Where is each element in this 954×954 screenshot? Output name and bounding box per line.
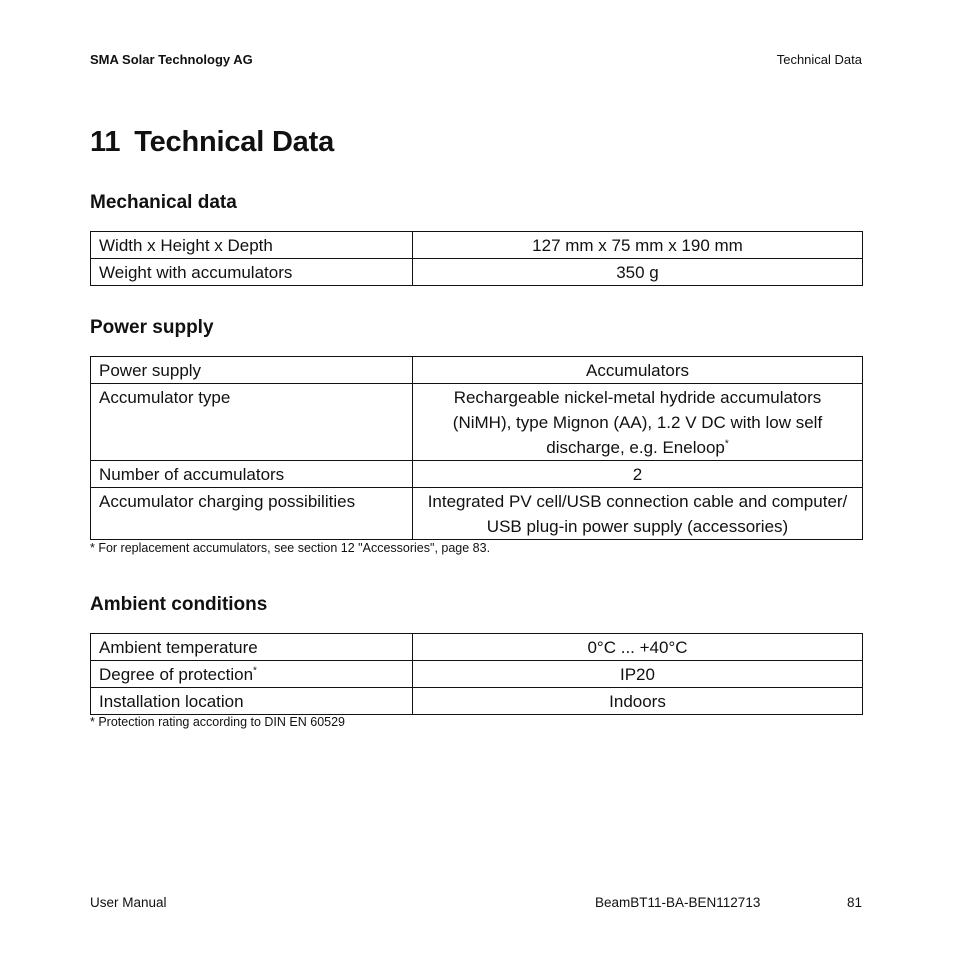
row-label: Ambient temperature [91,634,413,661]
mechanical-heading: Mechanical data [90,192,237,213]
chapter-title [90,126,334,159]
power-heading: Power supply [90,317,214,338]
row-label: Width x Height x Depth [91,232,413,259]
footnote-mark: * [724,438,729,450]
row-value: Indoors [413,688,863,715]
row-value: IP20 [413,661,863,688]
row-value: Accumulators [413,357,863,384]
row-label: Installation location [91,688,413,715]
mechanical-table [90,231,863,286]
table-row [91,232,863,259]
power-footnote: * For replacement accumulators, see section 12 "Accessories", page 83. [90,541,491,555]
table-row [91,259,863,286]
row-value: 127 mm x 75 mm x 190 mm [413,232,863,259]
row-value: 2 [413,461,863,488]
value-line: Rechargeable nickel-metal hydride accumulators [453,388,822,407]
footnote-mark: * [253,665,257,677]
value-line: Integrated PV cell/USB connection cable and computer/ [427,492,848,511]
chapter-number: 11 [90,126,121,158]
ambient-table [90,633,863,715]
row-label: Power supply [91,357,413,384]
table-row [91,634,863,661]
chapter-title-text: Technical Data [134,126,334,158]
row-value [413,488,863,540]
label-text: Degree of protection [99,665,254,684]
value-line: discharge, e.g. Eneloop [546,438,725,457]
footer-doc-code: BeamBT11-BA-BEN112713 [595,895,761,910]
table-row [91,688,863,715]
row-value: 0°C ... +40°C [413,634,863,661]
value-line: USB plug-in power supply (accessories) [486,517,789,536]
power-table [90,356,863,540]
header-company: SMA Solar Technology AG [90,52,253,67]
row-label: Weight with accumulators [91,259,413,286]
table-row [91,384,863,461]
table-row [91,488,863,540]
row-value: 350 g [413,259,863,286]
table-row [91,461,863,488]
table-row [91,661,863,688]
row-label: Accumulator charging possibilities [91,488,413,540]
row-label: Accumulator type [91,384,413,461]
header-section: Technical Data [776,52,862,67]
table-row [91,357,863,384]
value-line: (NiMH), type Mignon (AA), 1.2 V DC with low self [452,413,823,432]
ambient-footnote: * Protection rating according to DIN EN 60529 [90,715,345,729]
row-label [91,661,413,688]
footer-doc-type: User Manual [90,895,167,910]
page-number: 81 [846,895,862,910]
ambient-heading: Ambient conditions [90,594,268,615]
row-value [413,384,863,461]
row-label: Number of accumulators [91,461,413,488]
